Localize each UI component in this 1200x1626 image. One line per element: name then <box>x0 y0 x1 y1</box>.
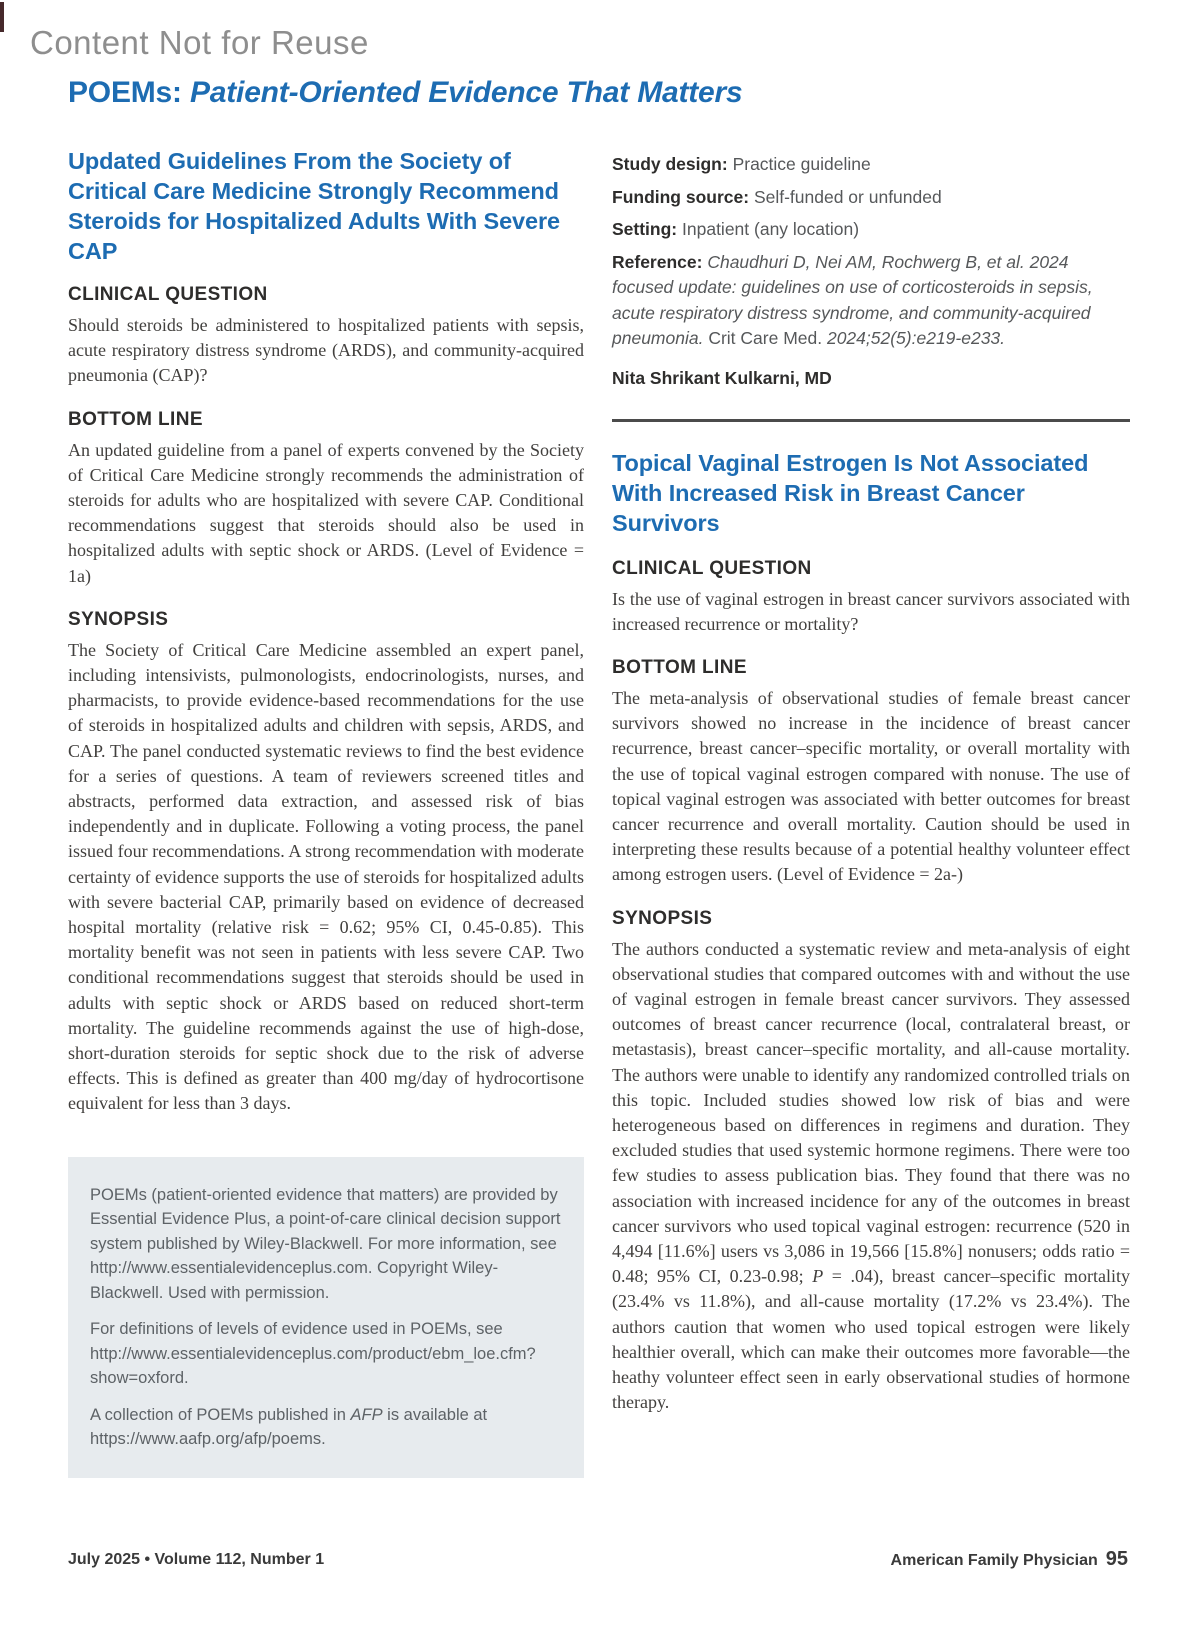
article2-synopsis-part2: = .04), breast cancer–specific mortality (23.4% vs 11.8%), and all-cause mortality (17.2% vs 23.4%). The authors caution that women who used topical estrogen were likely healthier overall, which can make their outcomes more favorable—the heathy volunteer effect seen in early observational studies of hormone therapy. <box>612 1266 1130 1413</box>
page-number: 95 <box>1105 1548 1128 1570</box>
article-divider-rule <box>612 419 1130 422</box>
two-column-layout <box>68 146 1130 1478</box>
article1-clinical-question-heading: CLINICAL QUESTION <box>68 284 268 305</box>
article1-clinical-question-text: Should steroids be administered to hospitalized patients with sepsis, acute respiratory distress syndrome (ARDS), and community-acquired pneumonia (CAP)? <box>68 315 584 386</box>
meta-reference <box>612 250 1130 352</box>
info-box-paragraph-2: For definitions of levels of evidence used in POEMs, see http://www.essentialevidenceplus.com/product/ebm_loe.cfm?show=oxford. <box>90 1320 536 1388</box>
meta-funding-value: Self-funded or unfunded <box>749 186 942 207</box>
scan-artifact <box>0 2 4 32</box>
article1-synopsis-text: The Society of Critical Care Medicine assembled an expert panel, including intensivists, pulmonologists, endocrinologists, nurses, and pharmacists, to provide evidence-based recommendations for the use of steroids in hospitalized adults and children with sepsis, ARDS, and CAP. The panel conducted systematic reviews to find the best evidence for a series of questions. A team of reviewers screened titles and abstracts, performed data extraction, and assessed risk of bias independently and in duplicate. Following a voting process, the panel issued four recommendations. A strong recommendation with moderate certainty of evidence supports the use of steroids for hospitalized adults with severe bacterial CAP, primarily based on evidence of decreased hospital mortality (relative risk = 0.62; 95% CI, 0.45-0.85). This mortality benefit was not seen in patients with less severe CAP. Two conditional recommendations suggest that steroids should be used in adults with septic shock or ARDS based on reduced short-term mortality. The guideline recommends against the use of high-dose, short-duration steroids for septic shock due to the risk of adverse effects. This is defined as greater than 400 mg/day of hydrocortisone equivalent for less than 3 days. <box>68 639 584 1114</box>
meta-study-design <box>612 152 1130 178</box>
article1-synopsis-heading: SYNOPSIS <box>68 608 169 630</box>
meta-study-design-value: Practice guideline <box>727 154 871 174</box>
article2-synopsis-text <box>612 937 1130 1416</box>
poems-info-box <box>68 1157 584 1478</box>
info-box-paragraph-3 <box>90 1403 564 1452</box>
info-box-p3-text: A collection of POEMs published in <box>90 1405 351 1424</box>
meta-reference-citation: Chaudhuri D, Nei AM, Rochwerg B, et al. 2024 focused update: guidelines on use of corticosteroids in sepsis, acute respiratory distress syndrome, and community-acquired pneumonia. <box>612 251 1093 348</box>
article2-synopsis-pvalue: P <box>812 1266 824 1287</box>
page-title-italic: Patient-Oriented Evidence That Matters <box>189 76 743 109</box>
meta-reference-journal: Crit Care Med. <box>703 328 827 348</box>
meta-funding-source <box>612 185 1130 211</box>
article1-bottom-line-heading: BOTTOM LINE <box>68 408 203 430</box>
article2-synopsis-part1: The authors conducted a systematic review and meta-analysis of eight observational studies that compared outcomes with and without the use of vaginal estrogen in female breast cancer survivors. They assessed outcomes of breast cancer recurrence (local, contralateral breast, or metastasis), breast cancer–specific mortality, and all-cause mortality. The authors were unable to identify any randomized controlled trials on this topic. Included studies showed low risk of bias and were heterogeneous based on differences in regimens and duration. They excluded studies that used systemic hormone regimens. There were too few studies to assess publication bias. They found that there was no association with increased incidence for any of the outcomes in breast cancer survivors who used topical vaginal estrogen: recurrence (520 in 4,494 [11.6%] users vs 3,086 in 19,566 [15.8%] nonusers; odds ratio = 0.48; 95% CI, 0.23-0.98; <box>612 938 1130 1287</box>
article1-bottom-line-text: An updated guideline from a panel of experts convened by the Society of Critical Care Medicine strongly recommends the administration of steroids for adults who are hospitalized with severe CAP. Conditional recommendations suggest that steroids should also be used in hospitalized adults with septic shock or ARDS. (Level of Evidence = 1a) <box>68 439 584 586</box>
meta-setting-label: Setting: <box>612 219 678 239</box>
meta-reference-label: Reference: <box>612 251 703 272</box>
article1-author: Nita Shrikant Kulkarni, MD <box>612 367 832 388</box>
info-box-p3-url: is available at https://www.aafp.org/afp/poems. <box>90 1405 488 1449</box>
meta-funding-label: Funding source: <box>612 186 750 207</box>
meta-setting <box>612 217 1130 243</box>
article2-clinical-question-text: Is the use of vaginal estrogen in breast cancer survivors associated with increased recurrence or mortality? <box>612 588 1130 634</box>
footer-issue-info: July 2025 • Volume 112, Number 1 <box>68 1551 325 1568</box>
meta-study-design-label: Study design: <box>612 154 728 174</box>
article1-title: Updated Guidelines From the Society of Critical Care Medicine Strongly Recommend Steroids for Hospitalized Adults With Severe CAP <box>68 148 561 264</box>
footer-journal-name: American Family Physician <box>890 1552 1098 1569</box>
article2-bottom-line-text: The meta-analysis of observational studies of female breast cancer survivors showed no increase in the incidence of breast cancer recurrence, breast cancer–specific mortality, or overall mortality with the use of topical vaginal estrogen compared with nonuse. The use of topical vaginal estrogen was associated with better outcomes for breast cancer recurrence and overall mortality. Caution should be used in interpreting these results because of a potential healthy volunteer effect among estrogen users. (Level of Evidence = 2a-) <box>612 687 1130 885</box>
article2-synopsis-heading: SYNOPSIS <box>612 907 713 929</box>
article2-bottom-line-heading: BOTTOM LINE <box>612 656 747 678</box>
article2-clinical-question-heading: CLINICAL QUESTION <box>612 557 812 579</box>
page-title-prefix: POEMs: <box>68 76 190 109</box>
info-box-paragraph-1: POEMs (patient-oriented evidence that matters) are provided by Essential Evidence Plus, a point-of-care clinical decision support system published by Wiley-Blackwell. For more information, see http://www.essentialevidenceplus.com. Copyright Wiley-Blackwell. Used with permission. <box>90 1185 561 1302</box>
right-column <box>612 146 1130 1415</box>
article2-title: Topical Vaginal Estrogen Is Not Associated With Increased Risk in Breast Cancer Survivors <box>612 449 1089 536</box>
footer-journal-info <box>891 1548 1128 1571</box>
meta-reference-volume: 2024;52(5):e219-e233. <box>826 328 1006 348</box>
article1-meta-block <box>612 146 1130 389</box>
left-column <box>68 146 584 1478</box>
meta-setting-value: Inpatient (any location) <box>677 219 860 239</box>
page-title <box>68 76 743 110</box>
info-box-p3-afp: AFP <box>350 1405 383 1424</box>
watermark-text: Content Not for Reuse <box>30 24 369 61</box>
